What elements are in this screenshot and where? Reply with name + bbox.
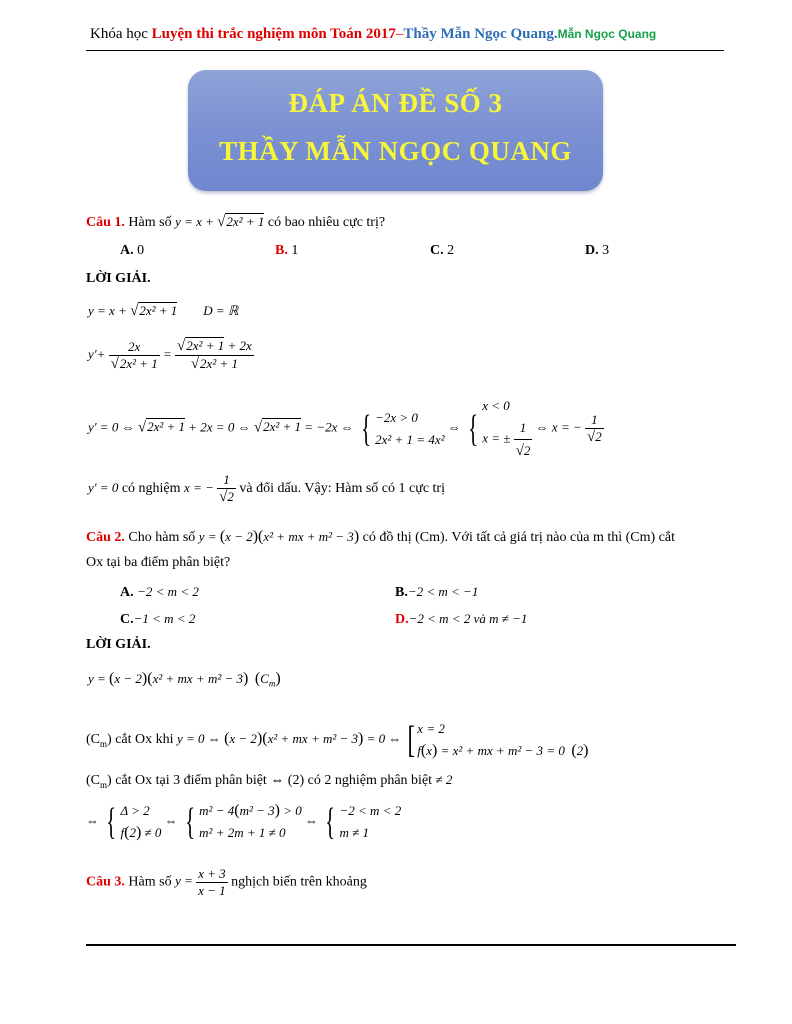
q1-function: y = x + √2x² + 1 <box>175 214 265 230</box>
q1-text-pre: Hàm số <box>128 215 172 230</box>
q2-choice-a: A. −2 < m < 2 <box>120 584 199 600</box>
q2-choice-c: C.−1 < m < 2 <box>120 611 196 627</box>
question-2 <box>86 528 675 546</box>
header-teacher: Thầy Mẫn Ngọc Quang. <box>403 26 558 42</box>
q1-choice-a: A. 0 <box>120 243 145 258</box>
q1-solution-heading: LỜI GIẢI. <box>86 271 151 286</box>
q1-solve-equation: y' = 0 ⇔ √2x² + 1 + 2x = 0 ⇔ √2x² + 1 = −2x ⇔ { −2x > 0 2x² + 1 = 4x² ⇔ {x < 0 x = ± $\frac{1}{√2}$ ⇔ x = − $\frac{1}{√2}$ <box>88 395 604 462</box>
q2-solution-line1: y = (x − 2)(x² + mx + m² − 3) $(C_m)$ <box>88 670 281 689</box>
q2-text-line2: Ox tại ba điểm phân biệt? <box>86 555 231 570</box>
q1-derivative: y'+ $\frac{2x}{\text{√2x² + 1}}$ = $\frac{\text{√2x² + 1 + 2x}}{\text{√2x² + 1}}$ <box>88 338 252 372</box>
title-banner <box>188 70 603 191</box>
q3-function: y = $\frac{x + 3}{x - 1}$ <box>175 866 226 898</box>
q2-choice-b: B.−2 < m < −1 <box>395 584 479 600</box>
q2-cut-condition: $(C_m)$ cắt Ox khi y = 0 ⇔ (x − 2)(x² + mx + m² − 3) = 0 ⇔ [ x = 2 f(x) = x² + mx + m² − 3 = 0 (2) <box>86 719 589 761</box>
header-prefix: Khóa học <box>90 26 152 42</box>
q2-choice-d: D.−2 < m < 2 và m ≠ −1 <box>395 611 528 627</box>
header-course: Luyện thi trắc nghiệm môn Toán 2017 <box>151 26 396 42</box>
q2-text-pre: Cho hàm số <box>128 530 196 545</box>
footer-rule <box>86 944 736 946</box>
q1-choice-c: C. 2 <box>430 243 455 258</box>
q3-text-post: nghịch biến trên khoảng <box>231 874 367 890</box>
header-rule <box>86 50 724 51</box>
q2-label: Câu 2. <box>86 530 125 545</box>
header-tail: Mẫn Ngọc Quang <box>557 27 657 41</box>
q1-conclusion: y' = 0 có nghiệm x = − $\frac{1}{√2}$ và đổi dấu. Vậy: Hàm số có 1 cực trị <box>88 472 445 505</box>
question-1 <box>86 214 385 231</box>
q1-choice-b: B. 1 <box>275 243 299 258</box>
q2-function: y = (x − 2)(x² + mx + m² − 3) <box>198 528 360 545</box>
q2-three-points: $(C_m)$ cắt Ox tại 3 điểm phân biệt ⇔ (2) có 2 nghiệm phân biệt ≠ 2 <box>86 772 453 790</box>
q1-text-post: có bao nhiêu cực trị? <box>267 215 386 230</box>
q1-solution-line1: y = x + √2x² + 1 D = ℝ <box>88 303 239 319</box>
q3-text-pre: Hàm số <box>128 874 172 890</box>
header-dash: – <box>395 26 404 42</box>
q3-label: Câu 3. <box>86 874 125 890</box>
banner-title: ĐÁP ÁN ĐỀ SỐ 3 <box>288 88 503 118</box>
q2-final-system: ⇔ { Δ > 2 f(2) ≠ 0 ⇔ { m² − 4(m² − 3) > 0 m² + 2m + 1 ≠ 0 ⇔ { −2 < m < 2 m ≠ 1 <box>86 801 402 843</box>
question-3 <box>86 866 367 899</box>
page-header <box>90 26 656 43</box>
q1-label: Câu 1. <box>86 215 125 230</box>
q1-choice-d: D. 3 <box>585 243 610 258</box>
q2-solution-heading: LỜI GIẢI. <box>86 637 151 652</box>
q2-text-post: có đồ thị (Cm). Với tất cả giá trị nào của m thì (Cm) cắt <box>362 530 675 545</box>
banner-subtitle: THẦY MẪN NGỌC QUANG <box>219 136 572 166</box>
